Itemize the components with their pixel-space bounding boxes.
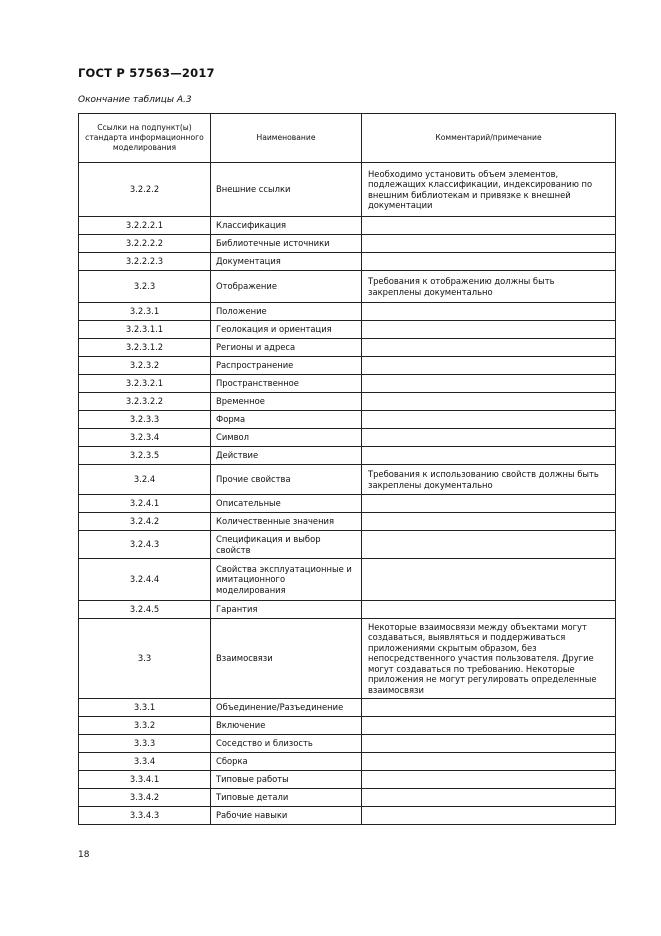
- comment-cell: [362, 321, 616, 339]
- table-row: [79, 271, 616, 303]
- ref-cell: 3.2.3.2.1: [79, 375, 211, 393]
- table-row: [79, 619, 616, 699]
- comment-cell: Необходимо установить объем элементов, подлежащих классификации, индексированию по внешним библиотекам и привязке к внешней документации: [362, 163, 616, 217]
- document-id: ГОСТ Р 57563—2017: [78, 66, 215, 80]
- table-row: [79, 771, 616, 789]
- name-cell: Рабочие навыки: [211, 807, 362, 825]
- table-row: [79, 465, 616, 495]
- table-row: [79, 735, 616, 753]
- table-row: [79, 375, 616, 393]
- comment-cell: [362, 217, 616, 235]
- comment-cell: [362, 393, 616, 411]
- comment-cell: [362, 559, 616, 601]
- table-row: [79, 253, 616, 271]
- comment-cell: [362, 753, 616, 771]
- table-row: [79, 393, 616, 411]
- name-cell: Типовые детали: [211, 789, 362, 807]
- table-header-row: [79, 114, 616, 163]
- ref-cell: 3.3: [79, 619, 211, 699]
- comment-cell: [362, 699, 616, 717]
- table-row: [79, 753, 616, 771]
- comment-cell: Некоторые взаимосвязи между объектами могут создаваться, выявляться и поддерживаться приложениями скрытым образом, без непосредственного участия пользователя. Другие могут создаваться по требованию. Некоторые приложения не могут регулировать определенные взаимосвязи: [362, 619, 616, 699]
- name-cell: Регионы и адреса: [211, 339, 362, 357]
- comment-cell: [362, 717, 616, 735]
- name-cell: Сборка: [211, 753, 362, 771]
- table-row: [79, 321, 616, 339]
- ref-cell: 3.2.3.4: [79, 429, 211, 447]
- ref-cell: 3.2.4.3: [79, 531, 211, 559]
- name-cell: Временное: [211, 393, 362, 411]
- table-row: [79, 357, 616, 375]
- ref-cell: 3.2.3: [79, 271, 211, 303]
- name-cell: Документация: [211, 253, 362, 271]
- name-cell: Библиотечные источники: [211, 235, 362, 253]
- ref-cell: 3.2.3.2.2: [79, 393, 211, 411]
- ref-cell: 3.2.3.3: [79, 411, 211, 429]
- name-cell: Соседство и близость: [211, 735, 362, 753]
- name-cell: Символ: [211, 429, 362, 447]
- comment-cell: [362, 429, 616, 447]
- ref-cell: 3.2.4.5: [79, 601, 211, 619]
- name-cell: Внешние ссылки: [211, 163, 362, 217]
- comment-cell: [362, 447, 616, 465]
- comment-cell: Требования к отображению должны быть закреплены документально: [362, 271, 616, 303]
- name-cell: Типовые работы: [211, 771, 362, 789]
- table-row: [79, 495, 616, 513]
- name-cell: Объединение/Разъединение: [211, 699, 362, 717]
- comment-cell: [362, 807, 616, 825]
- table-row: [79, 559, 616, 601]
- name-cell: Классификация: [211, 217, 362, 235]
- ref-cell: 3.2.2.2: [79, 163, 211, 217]
- table-row: [79, 303, 616, 321]
- comment-cell: [362, 303, 616, 321]
- ref-cell: 3.2.3.1: [79, 303, 211, 321]
- table-row: [79, 699, 616, 717]
- table-row: [79, 235, 616, 253]
- comment-cell: [362, 235, 616, 253]
- table-row: [79, 429, 616, 447]
- ref-cell: 3.2.4.1: [79, 495, 211, 513]
- name-cell: Положение: [211, 303, 362, 321]
- ref-cell: 3.3.4.1: [79, 771, 211, 789]
- comment-cell: [362, 253, 616, 271]
- comment-cell: [362, 339, 616, 357]
- comment-cell: [362, 357, 616, 375]
- ref-cell: 3.2.4.2: [79, 513, 211, 531]
- name-cell: Распространение: [211, 357, 362, 375]
- table-caption: Окончание таблицы А.3: [78, 95, 192, 105]
- table-row: [79, 601, 616, 619]
- comment-cell: [362, 411, 616, 429]
- ref-cell: 3.2.3.1.2: [79, 339, 211, 357]
- table-row: [79, 339, 616, 357]
- ref-cell: 3.3.1: [79, 699, 211, 717]
- name-cell: Прочие свойства: [211, 465, 362, 495]
- name-cell: Пространственное: [211, 375, 362, 393]
- comment-cell: [362, 789, 616, 807]
- name-cell: Взаимосвязи: [211, 619, 362, 699]
- comment-cell: [362, 513, 616, 531]
- table-row: [79, 447, 616, 465]
- ref-cell: 3.3.2: [79, 717, 211, 735]
- table-row: [79, 531, 616, 559]
- table-body: [79, 163, 616, 825]
- ref-cell: 3.2.4: [79, 465, 211, 495]
- ref-cell: 3.3.4.2: [79, 789, 211, 807]
- ref-cell: 3.2.4.4: [79, 559, 211, 601]
- table-row: [79, 513, 616, 531]
- ref-cell: 3.2.2.2.3: [79, 253, 211, 271]
- page-number: 18: [78, 850, 90, 860]
- ref-cell: 3.2.2.2.1: [79, 217, 211, 235]
- ref-cell: 3.2.2.2.2: [79, 235, 211, 253]
- name-cell: Действие: [211, 447, 362, 465]
- comment-cell: [362, 375, 616, 393]
- comment-cell: [362, 531, 616, 559]
- ref-cell: 3.2.3.1.1: [79, 321, 211, 339]
- table-row: [79, 411, 616, 429]
- ref-cell: 3.3.4.3: [79, 807, 211, 825]
- ref-cell: 3.3.3: [79, 735, 211, 753]
- name-cell: Включение: [211, 717, 362, 735]
- name-cell: Описательные: [211, 495, 362, 513]
- comment-cell: [362, 601, 616, 619]
- ref-cell: 3.2.3.2: [79, 357, 211, 375]
- name-cell: Гарантия: [211, 601, 362, 619]
- name-cell: Геолокация и ориентация: [211, 321, 362, 339]
- column-header-ref: Ссылки на подпункт(ы) стандарта информационного моделирования: [79, 114, 211, 163]
- table-row: [79, 789, 616, 807]
- comment-cell: [362, 771, 616, 789]
- table-row: [79, 717, 616, 735]
- comment-cell: Требования к использованию свойств должны быть закреплены документально: [362, 465, 616, 495]
- name-cell: Форма: [211, 411, 362, 429]
- name-cell: Количественные значения: [211, 513, 362, 531]
- name-cell: Свойства эксплуатационные и имитационного моделирования: [211, 559, 362, 601]
- column-header-name: Наименование: [211, 114, 362, 163]
- name-cell: Спецификация и выбор свойств: [211, 531, 362, 559]
- comment-cell: [362, 735, 616, 753]
- table-row: [79, 807, 616, 825]
- ref-cell: 3.3.4: [79, 753, 211, 771]
- ref-cell: 3.2.3.5: [79, 447, 211, 465]
- comment-cell: [362, 495, 616, 513]
- column-header-comment: Комментарий/примечание: [362, 114, 616, 163]
- requirements-table: [78, 113, 616, 825]
- table-row: [79, 217, 616, 235]
- table-row: [79, 163, 616, 217]
- name-cell: Отображение: [211, 271, 362, 303]
